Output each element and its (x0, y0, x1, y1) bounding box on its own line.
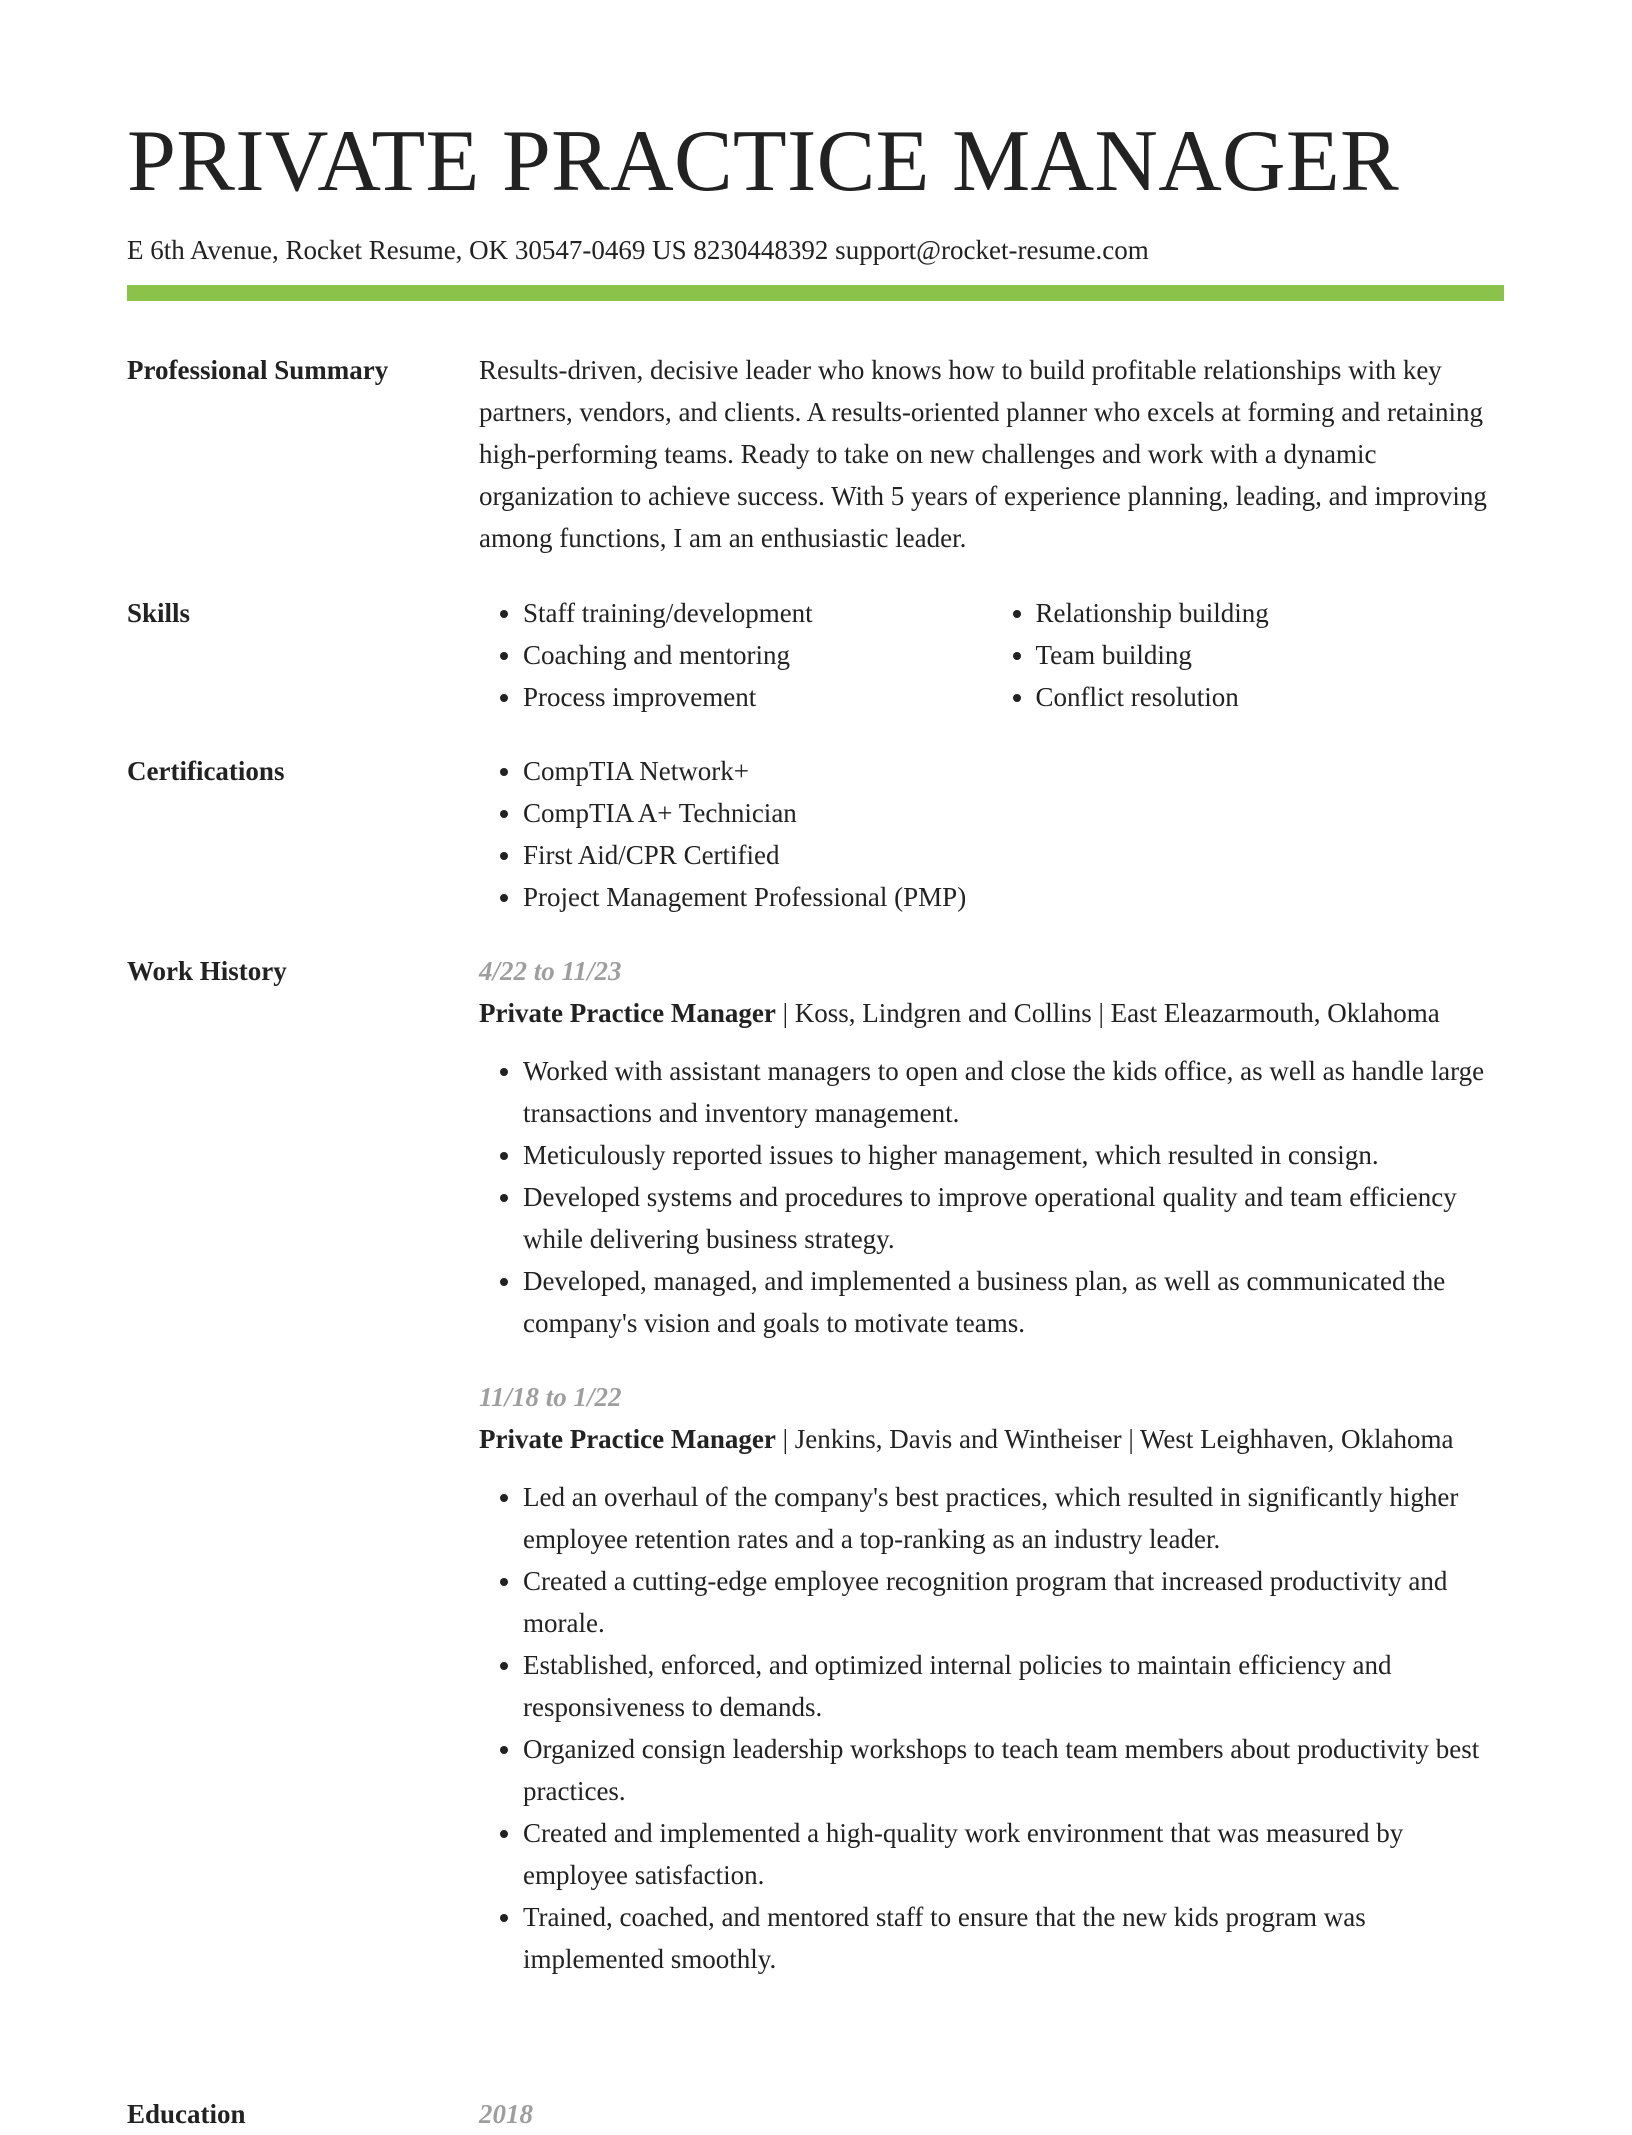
job-details: | Koss, Lindgren and Collins | East Eleazarmouth, Oklahoma (775, 998, 1440, 1028)
job-heading (479, 992, 1504, 1034)
skill-item: • Relationship building (1036, 592, 1505, 634)
job-bullets (479, 1476, 1504, 1980)
accent-divider (127, 285, 1504, 301)
job-bullet: • Created and implemented a high-quality work environment that was measured by employee satisfaction. (523, 1812, 1504, 1896)
summary-section (127, 349, 1504, 559)
job-bullet: • Led an overhaul of the company's best practices, which resulted in significantly higher employee retention rates and a top-ranking as an industry leader. (523, 1476, 1504, 1560)
job-entry (479, 1376, 1504, 1980)
certifications-section (127, 750, 1504, 918)
resume-name: PRIVATE PRACTICE MANAGER (127, 113, 1399, 210)
certifications-heading: Certifications (127, 756, 285, 786)
certification-item: • CompTIA Network+ (523, 750, 1504, 792)
skills-list-right (992, 592, 1505, 718)
job-bullet: • Created a cutting-edge employee recognition program that increased productivity and morale. (523, 1560, 1504, 1644)
job-bullet: • Established, enforced, and optimized internal policies to maintain efficiency and responsiveness to demands. (523, 1644, 1504, 1728)
job-dates: 11/18 to 1/22 (479, 1382, 622, 1412)
certification-item: • Project Management Professional (PMP) (523, 876, 1504, 918)
skills-list-left (479, 592, 992, 718)
job-bullet: • Worked with assistant managers to open and close the kids office, as well as handle large transactions and inventory management. (523, 1050, 1504, 1134)
job-title: Private Practice Manager (479, 1424, 776, 1454)
job-heading (479, 1418, 1504, 1460)
skill-item: • Process improvement (523, 676, 992, 718)
summary-heading: Professional Summary (127, 355, 389, 385)
education-date: 2018 (479, 2099, 533, 2129)
skills-heading: Skills (127, 598, 191, 628)
job-dates: 4/22 to 11/23 (479, 956, 622, 986)
skill-item: • Conflict resolution (1036, 676, 1505, 718)
job-title: Private Practice Manager (479, 998, 776, 1028)
job-bullet: • Developed, managed, and implemented a business plan, as well as communicated the company's vision and goals to motivate teams. (523, 1260, 1504, 1344)
skills-section (127, 592, 1504, 718)
job-bullet: • Trained, coached, and mentored staff to ensure that the new kids program was implemented smoothly. (523, 1896, 1504, 1980)
job-entry (479, 950, 1504, 1344)
education-heading: Education (127, 2099, 246, 2129)
certification-item: • First Aid/CPR Certified (523, 834, 1504, 876)
job-details: | Jenkins, Davis and Wintheiser | West Leighhaven, Oklahoma (775, 1424, 1454, 1454)
education-section (127, 2093, 1504, 2135)
certification-item: • CompTIA A+ Technician (523, 792, 1504, 834)
certifications-list (479, 750, 1504, 918)
skill-item: • Team building (1036, 634, 1505, 676)
contact-line: E 6th Avenue, Rocket Resume, OK 30547-0469 US 8230448392 support@rocket-resume.com (127, 235, 1149, 265)
summary-text: Results-driven, decisive leader who knows how to build profitable relationships with key partners, vendors, and clients. A results-oriented planner who excels at forming and retaining high-performing teams. Ready to take on new challenges and work with a dynamic organization to achieve success. With 5 years of experience planning, leading, and improving among functions, I am an enthusiastic leader. (479, 355, 1487, 553)
job-bullets (479, 1050, 1504, 1344)
work-history-heading: Work History (127, 956, 287, 986)
work-history-section (127, 950, 1504, 1980)
skill-item: • Staff training/development (523, 592, 992, 634)
skill-item: • Coaching and mentoring (523, 634, 992, 676)
job-bullet: • Meticulously reported issues to higher management, which resulted in consign. (523, 1134, 1504, 1176)
job-bullet: • Organized consign leadership workshops to teach team members about productivity best practices. (523, 1728, 1504, 1812)
job-bullet: • Developed systems and procedures to improve operational quality and team efficiency while delivering business strategy. (523, 1176, 1504, 1260)
